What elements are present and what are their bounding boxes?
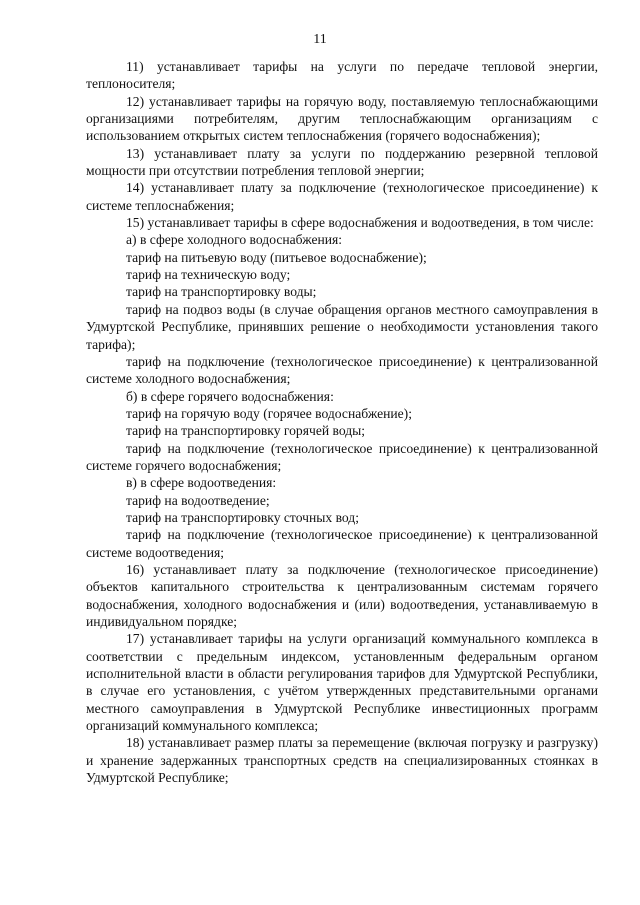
paragraph: в) в сфере водоотведения:	[126, 475, 277, 491]
paragraph: б) в сфере горячего водоснабжения:	[126, 388, 334, 404]
paragraph: тариф на транспортировку горячей воды;	[126, 423, 366, 439]
paragraph: 17) устанавливает тарифы на услуги организаций коммунального комплекса в соответствии с предельным индексом, установленным федеральным органом исполнительной власти в области регулирования тарифов для Удмуртской Республики, в случае его установления, с учётом утвержденных представительными органами местного самоуправления в Удмуртской Республике инвестиционных программ организаций коммунального комплекса;	[86, 631, 598, 734]
paragraph: 18) устанавливает размер платы за перемещение (включая погрузку и разгрузку) и хранение задержанных транспортных средств на специализированных стоянках в Удмуртской Республике;	[86, 735, 598, 786]
paragraph: тариф на водоотведение;	[126, 492, 270, 508]
paragraph: 12) устанавливает тарифы на горячую воду, поставляемую теплоснабжающими организациями потребителям, другим теплоснабжающим организациям с использованием открытых систем теплоснабжения (горячего водоснабжения);	[86, 93, 598, 144]
paragraph: тариф на горячую воду (горячее водоснабжение);	[126, 405, 412, 421]
paragraph: 14) устанавливает плату за подключение (технологическое присоединение) к системе теплоснабжения;	[86, 180, 598, 213]
paragraph: тариф на транспортировку сточных вод;	[126, 509, 359, 525]
document-body	[86, 58, 598, 786]
paragraph: тариф на подключение (технологическое присоединение) к централизованной системе водоотведения;	[86, 527, 598, 560]
paragraph: тариф на техническую воду;	[126, 267, 291, 283]
paragraph: тариф на подключение (технологическое присоединение) к централизованной системе холодного водоснабжения;	[86, 353, 598, 387]
paragraph: тариф на транспортировку воды;	[126, 284, 317, 300]
paragraph: 13) устанавливает плату за услуги по поддержанию резервной тепловой мощности при отсутствии потребления тепловой энергии;	[86, 145, 598, 179]
paragraph: тариф на питьевую воду (питьевое водоснабжение);	[126, 249, 427, 265]
paragraph: тариф на подвоз воды (в случае обращения органов местного самоуправления в Удмуртской Республике, принявших решение о необходимости установления такого тарифа);	[86, 301, 598, 352]
page-number: 11	[313, 32, 327, 47]
paragraph: а) в сфере холодного водоснабжения:	[126, 232, 343, 248]
paragraph: 15) устанавливает тарифы в сфере водоснабжения и водоотведения, в том числе:	[126, 215, 594, 231]
paragraph: 11) устанавливает тарифы на услуги по передаче тепловой энергии, теплоносителя;	[86, 59, 598, 92]
paragraph: 16) устанавливает плату за подключение (технологическое присоединение) объектов капитального строительства к централизованным системам горячего водоснабжения, холодного водоснабжения и (или) водоотведения, устанавливаемую в индивидуальном порядке;	[86, 561, 598, 629]
paragraph: тариф на подключение (технологическое присоединение) к централизованной системе горячего водоснабжения;	[86, 440, 598, 473]
